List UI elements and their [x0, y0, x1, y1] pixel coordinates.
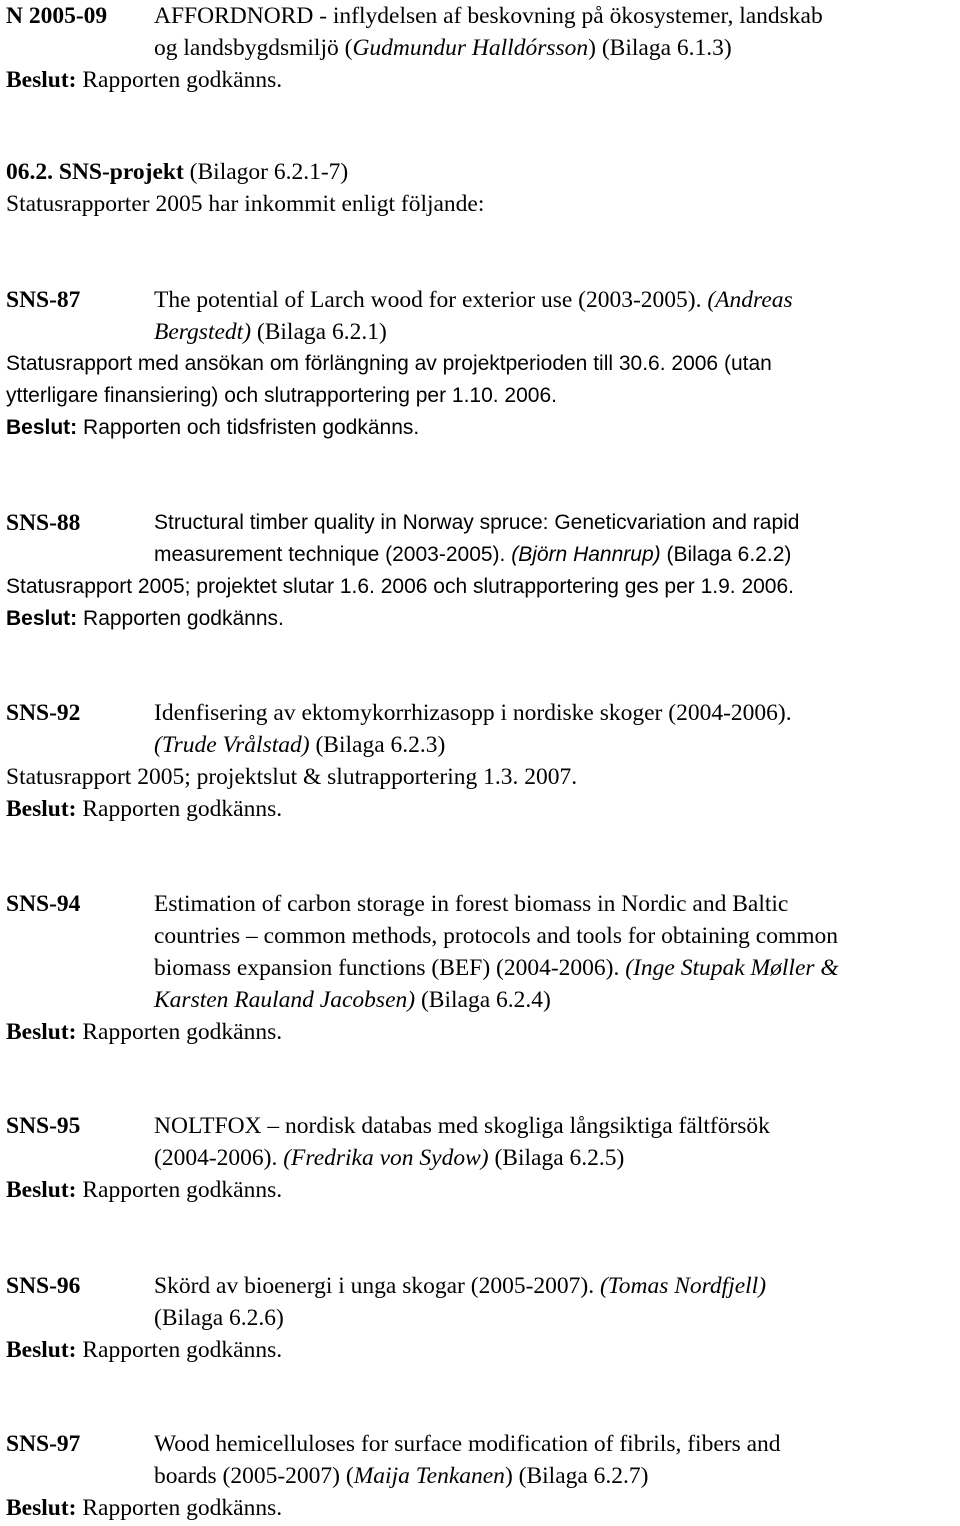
status-line2: ytterligare finansiering) och slutrapportering per 1.10. 2006. [6, 384, 557, 407]
project-code: SNS-96 [6, 1273, 81, 1299]
project-code: SNS-88 [6, 510, 81, 536]
status-line1: Statusrapport 2005; projektslut & slutrapportering 1.3. 2007. [6, 764, 578, 790]
decision: Beslut: Rapporten godkänns. [6, 1495, 283, 1521]
decision: Beslut: Rapporten och tidsfristen godkänns. [6, 416, 420, 439]
status-line1: Statusrapport med ansökan om förlängning av projektperioden till 30.6. 2006 (utan [6, 352, 772, 375]
section-heading [6, 156, 348, 188]
project-title-line1: Skörd av bioenergi i unga skogar (2005-2007). (Tomas Nordfjell) [154, 1273, 767, 1299]
author: Gudmundur Halldórsson [352, 35, 589, 61]
decision: Beslut: Rapporten godkänns. [6, 67, 283, 93]
decision: Beslut: Rapporten godkänns. [6, 1337, 283, 1363]
item-title-line2: og landsbygdsmiljö (Gudmundur Halldórsson) (Bilaga 6.1.3) [154, 35, 732, 61]
project-title-line2: Bergstedt) (Bilaga 6.2.1) [154, 319, 387, 345]
decision: Beslut: Rapporten godkänns. [6, 796, 283, 822]
project-title-line2: countries – common methods, protocols and tools for obtaining common [154, 923, 839, 949]
section-intro: Statusrapporter 2005 har inkommit enligt följande: [6, 191, 485, 217]
decision-label: Beslut: [6, 67, 77, 93]
decision: Beslut: Rapporten godkänns. [6, 1177, 283, 1203]
project-title-line1: Idenfisering av ektomykorrhizasopp i nordiske skoger (2004-2006). [154, 700, 792, 726]
project-title-line1: NOLTFOX – nordisk databas med skogliga långsiktiga fältförsök [154, 1113, 770, 1139]
item-code: N 2005-09 [6, 3, 108, 29]
project-code: SNS-94 [6, 891, 81, 917]
project-title-line1: Estimation of carbon storage in forest biomass in Nordic and Baltic [154, 891, 789, 917]
project-title-line2: boards (2005-2007) (Maija Tenkanen) (Bilaga 6.2.7) [154, 1463, 649, 1489]
status-line1: Statusrapport 2005; projektet slutar 1.6. 2006 och slutrapportering ges per 1.9. 2006. [6, 575, 795, 598]
project-code: SNS-97 [6, 1431, 81, 1457]
decision: Beslut: Rapporten godkänns. [6, 1019, 283, 1045]
project-title-line4: Karsten Rauland Jacobsen) (Bilaga 6.2.4) [154, 987, 551, 1013]
project-title-line3: biomass expansion functions (BEF) (2004-2006). (Inge Stupak Møller & [154, 955, 839, 981]
project-title-line1: Wood hemicelluloses for surface modification of fibrils, fibers and [154, 1431, 781, 1457]
section-title: SNS-projekt [58, 159, 184, 185]
project-title-line2: (2004-2006). (Fredrika von Sydow) (Bilaga 6.2.5) [154, 1145, 625, 1171]
item-title-line1: AFFORDNORD - inflydelsen af beskovning på ökosystemer, landskab [154, 3, 823, 29]
project-title-line1: The potential of Larch wood for exterior use (2003-2005). (Andreas [154, 287, 793, 313]
project-title-line1: Structural timber quality in Norway spruce: Geneticvariation and rapid [154, 511, 800, 534]
project-title-line2: (Bilaga 6.2.6) [154, 1305, 284, 1331]
project-code: SNS-92 [6, 700, 81, 726]
project-code: SNS-87 [6, 287, 81, 313]
section-ref: (Bilagor 6.2.1-7) [189, 159, 349, 185]
section-number: 06.2. [6, 159, 53, 185]
project-title-line2: measurement technique (2003-2005). (Björn Hannrup) (Bilaga 6.2.2) [154, 543, 792, 566]
project-title-line2: (Trude Vrålstad) (Bilaga 6.2.3) [154, 732, 446, 758]
decision: Beslut: Rapporten godkänns. [6, 607, 284, 630]
project-code: SNS-95 [6, 1113, 81, 1139]
